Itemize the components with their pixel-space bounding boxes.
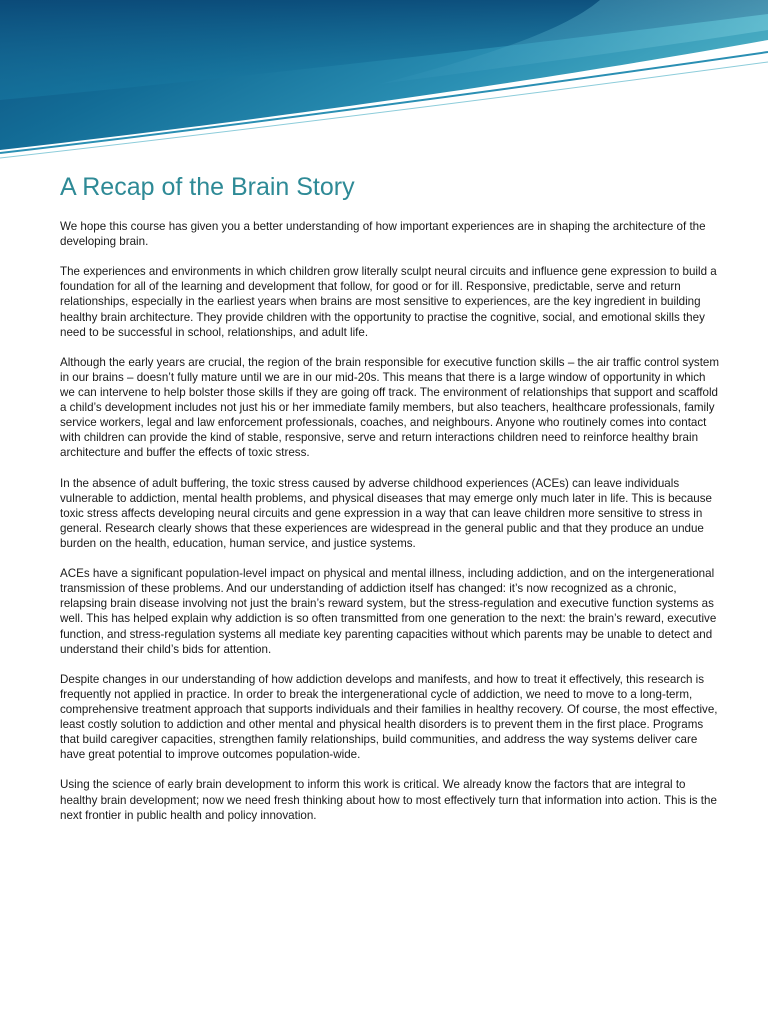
paragraph-conclusion: Using the science of early brain development to inform this work is critical. We already know the factors that are integral to healthy brain development; now we need fresh thinking about how to most effectively turn that information into action. This is the next frontier in public health and policy innovation. <box>60 778 717 822</box>
paragraph-early-years: Although the early years are crucial, the region of the brain responsible for executive function skills – the air traffic control system in our brains – doesn’t fully mature until we are in our mid-20s. This means that there is a large window of opportunity in which we can intervene to help bolster those skills if they are going off track. The environment of relationships that support and scaffold a child’s development includes not just his or her immediate family members, but also teachers, healthcare professionals, family service workers, legal and law enforcement professionals, coaches, and neighbours. Anyone who routinely comes into contact with children can provide the kind of stable, responsive, serve and return interactions children need to reinforce healthy brain architecture and buffer the effects of toxic stress. <box>60 355 720 460</box>
page-title: A Recap of the Brain Story <box>60 173 355 201</box>
paragraph-experiences: The experiences and environments in which children grow literally sculpt neural circuits and influence gene expression to build a foundation for all of the learning and development that follow, for good or for ill. Responsive, predictable, serve and return relationships, especially in the earliest years when brains are most sensitive to experiences, are the key ingredient in building healthy brain architecture. They provide children with the opportunity to practise the cognitive, social, and emotional skills they need to be successful in school, relationships, and adult life. <box>60 265 717 339</box>
paragraph-addiction: Despite changes in our understanding of how addiction develops and manifests, and how to treat it effectively, this research is frequently not applied in practice. In order to break the intergenerational cycle of addiction, we need to move to a long-term, comprehensive treatment approach that supports individuals and their families in healthy recovery. Of course, the most effective, least costly solution to addiction and other mental and physical health disorders is to prevent them in the first place. Programs that build caregiver capacities, strengthen family relationships, build communities, and address the way systems deliver care have great potential to improve outcomes population-wide. <box>60 672 718 762</box>
body-text <box>60 219 720 838</box>
paragraph-intro: We hope this course has given you a better understanding of how important experiences are in shaping the architecture of the developing brain. <box>60 220 706 249</box>
header-wave-graphic <box>0 0 768 165</box>
paragraph-aces: ACEs have a significant population-level impact on physical and mental illness, including addiction, and on the intergenerational transmission of these problems. And our understanding of addiction itself has changed: it’s now recognized as a chronic, relapsing brain disease involving not just the brain’s reward system, but the stress-regulation and executive function systems as well. This has helped explain why addiction is so often transmitted from one generation to the next: the brain’s reward, executive function, and stress-regulation systems all mediate key parenting capacities without which parents may be unable to detect and understand their child’s bids for attention. <box>60 567 717 656</box>
paragraph-toxic-stress: In the absence of adult buffering, the toxic stress caused by adverse childhood experiences (ACEs) can leave individuals vulnerable to addiction, mental health problems, and physical diseases that may emerge only much later in life. This is because toxic stress affects developing neural circuits and gene expression in a way that can leave children more sensitive to stress in general. Research clearly shows that these experiences are widespread in the general public and that they produce an undue burden on the health, education, human service, and justice systems. <box>60 476 712 550</box>
